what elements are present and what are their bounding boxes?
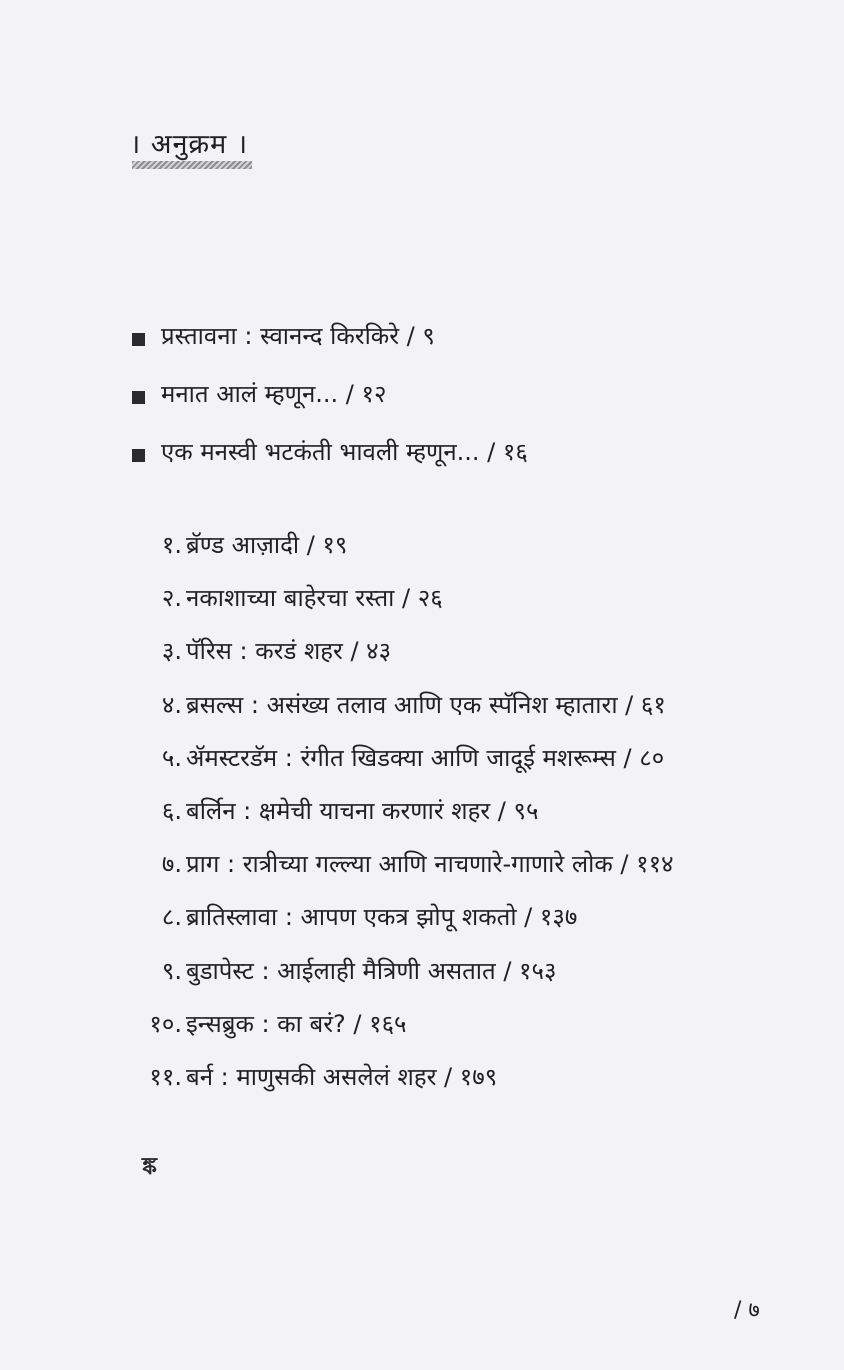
chapter-number: ५. <box>161 743 182 772</box>
square-bullet-icon <box>132 391 145 404</box>
chapter-title: ॲमस्टरडॅम : रंगीत खिडक्या आणि जादूई मशरूम्स / ८० <box>186 743 665 772</box>
chapter-title: प्राग : रात्रीच्या गल्ल्या आणि नाचणारे-गाणारे लोक / ११४ <box>186 850 674 879</box>
chapter-entry[interactable] <box>132 731 674 784</box>
chapter-number: ६. <box>161 797 182 826</box>
list-item[interactable] <box>132 364 528 422</box>
chapter-entry[interactable] <box>132 837 674 890</box>
chapter-title: नकाशाच्या बाहेरचा रस्ता / २६ <box>186 584 443 613</box>
chapter-number: ८. <box>161 903 182 932</box>
chapter-entry[interactable] <box>132 624 674 677</box>
page-title: । अनुक्रम । <box>130 129 249 160</box>
ornament-icon: ঙ্ক <box>142 1152 158 1180</box>
chapter-entry[interactable] <box>132 518 674 571</box>
chapter-entry[interactable] <box>132 890 674 943</box>
chapter-number: १०. <box>149 1009 182 1038</box>
chapter-title: बुडापेस्ट : आईलाही मैत्रिणी असतात / १५३ <box>186 956 557 985</box>
chapter-number: ११. <box>149 1062 182 1091</box>
chapter-number: १. <box>161 531 182 560</box>
chapter-entry[interactable] <box>132 571 674 624</box>
chapter-number: ३. <box>161 637 182 666</box>
chapter-title: ब्रसल्स : असंख्य तलाव आणि एक स्पॅनिश म्हातारा / ६१ <box>186 690 666 719</box>
chapter-entry[interactable] <box>132 678 674 731</box>
chapter-title: ब्रातिस्लावा : आपण एकत्र झोपू शकतो / १३७ <box>186 903 578 932</box>
chapter-title: इन्सब्रुक : का बरं? / १६५ <box>186 1009 407 1038</box>
list-item[interactable] <box>132 422 528 480</box>
chapter-entry[interactable] <box>132 997 674 1050</box>
prelim-label: एक मनस्वी भटकंती भावली म्हणून... / १६ <box>161 437 528 466</box>
chapter-entry[interactable] <box>132 784 674 837</box>
list-item[interactable] <box>132 306 528 364</box>
chapter-number: २. <box>161 584 182 613</box>
square-bullet-icon <box>132 333 145 346</box>
prelim-label: प्रस्तावना : स्वानन्द किरकिरे / ९ <box>161 321 435 350</box>
chapter-title: बर्लिन : क्षमेची याचना करणारं शहर / ९५ <box>186 797 539 826</box>
chapter-title: पॅरिस : करडं शहर / ४३ <box>186 637 392 666</box>
prelim-list <box>132 306 528 480</box>
chapter-number: ४. <box>161 690 182 719</box>
page-number: / ७ <box>734 1298 760 1323</box>
prelim-label: मनात आलं म्हणून... / १२ <box>161 379 387 408</box>
title-underline <box>132 161 252 169</box>
chapter-list <box>132 518 674 1103</box>
chapter-title: बर्न : माणुसकी असलेलं शहर / १७९ <box>186 1062 498 1091</box>
chapter-entry[interactable] <box>132 1050 674 1103</box>
chapter-number: ९. <box>161 956 182 985</box>
chapter-title: ब्रॅण्ड आज़ादी / १९ <box>186 531 348 560</box>
square-bullet-icon <box>132 449 145 462</box>
chapter-entry[interactable] <box>132 944 674 997</box>
chapter-number: ७. <box>161 850 182 879</box>
